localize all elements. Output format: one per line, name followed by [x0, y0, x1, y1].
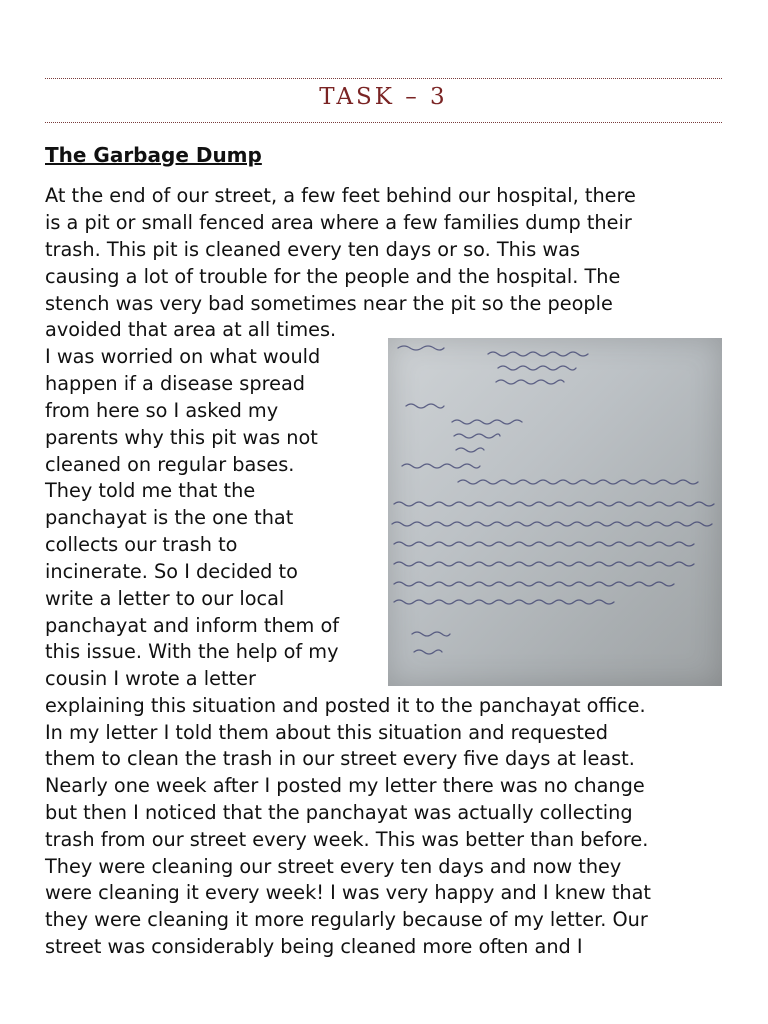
- text-line: At the end of our street, a few feet behind our hospital, there: [45, 184, 636, 207]
- text-line: causing a lot of trouble for the people and the hospital. The: [45, 265, 621, 288]
- text-line: incinerate. So I decided to: [45, 560, 298, 583]
- bottom-divider: [45, 122, 722, 123]
- text-line: collects our trash to: [45, 533, 238, 556]
- text-line: but then I noticed that the panchayat was actually collecting: [45, 801, 633, 824]
- handwritten-letter-photo: [388, 338, 722, 686]
- text-line: were cleaning it every week! I was very happy and I knew that: [45, 881, 651, 904]
- text-line: they were cleaning it more regularly because of my letter. Our: [45, 908, 648, 931]
- text-line: trash. This pit is cleaned every ten days or so. This was: [45, 238, 581, 261]
- text-line: explaining this situation and posted it to the panchayat office.: [45, 694, 646, 717]
- text-line: Nearly one week after I posted my letter there was no change: [45, 774, 645, 797]
- text-line: them to clean the trash in our street every five days at least.: [45, 747, 635, 770]
- task-title: TASK – 3: [319, 84, 448, 110]
- text-line: In my letter I told them about this situation and requested: [45, 721, 608, 744]
- text-line: I was worried on what would: [45, 345, 321, 368]
- text-line: cousin I wrote a letter: [45, 667, 256, 690]
- text-line: avoided that area at all times.: [45, 318, 337, 341]
- text-line: They told me that the: [45, 479, 256, 502]
- text-line: from here so I asked my: [45, 399, 279, 422]
- section-heading: The Garbage Dump: [45, 143, 262, 167]
- top-divider: [45, 78, 722, 79]
- text-line: cleaned on regular bases.: [45, 453, 295, 476]
- text-line: is a pit or small fenced area where a few families dump their: [45, 211, 632, 234]
- text-line: happen if a disease spread: [45, 372, 306, 395]
- text-line: panchayat and inform them of: [45, 614, 340, 637]
- text-line: this issue. With the help of my: [45, 640, 339, 663]
- text-line: panchayat is the one that: [45, 506, 294, 529]
- text-line: trash from our street every week. This was better than before.: [45, 828, 649, 851]
- handwriting-scribbles: [388, 338, 722, 686]
- text-line: parents why this pit was not: [45, 426, 318, 449]
- text-line: They were cleaning our street every ten days and now they: [45, 855, 622, 878]
- text-line: write a letter to our local: [45, 587, 285, 610]
- text-line: stench was very bad sometimes near the pit so the people: [45, 292, 613, 315]
- text-line: street was considerably being cleaned more often and I: [45, 935, 583, 958]
